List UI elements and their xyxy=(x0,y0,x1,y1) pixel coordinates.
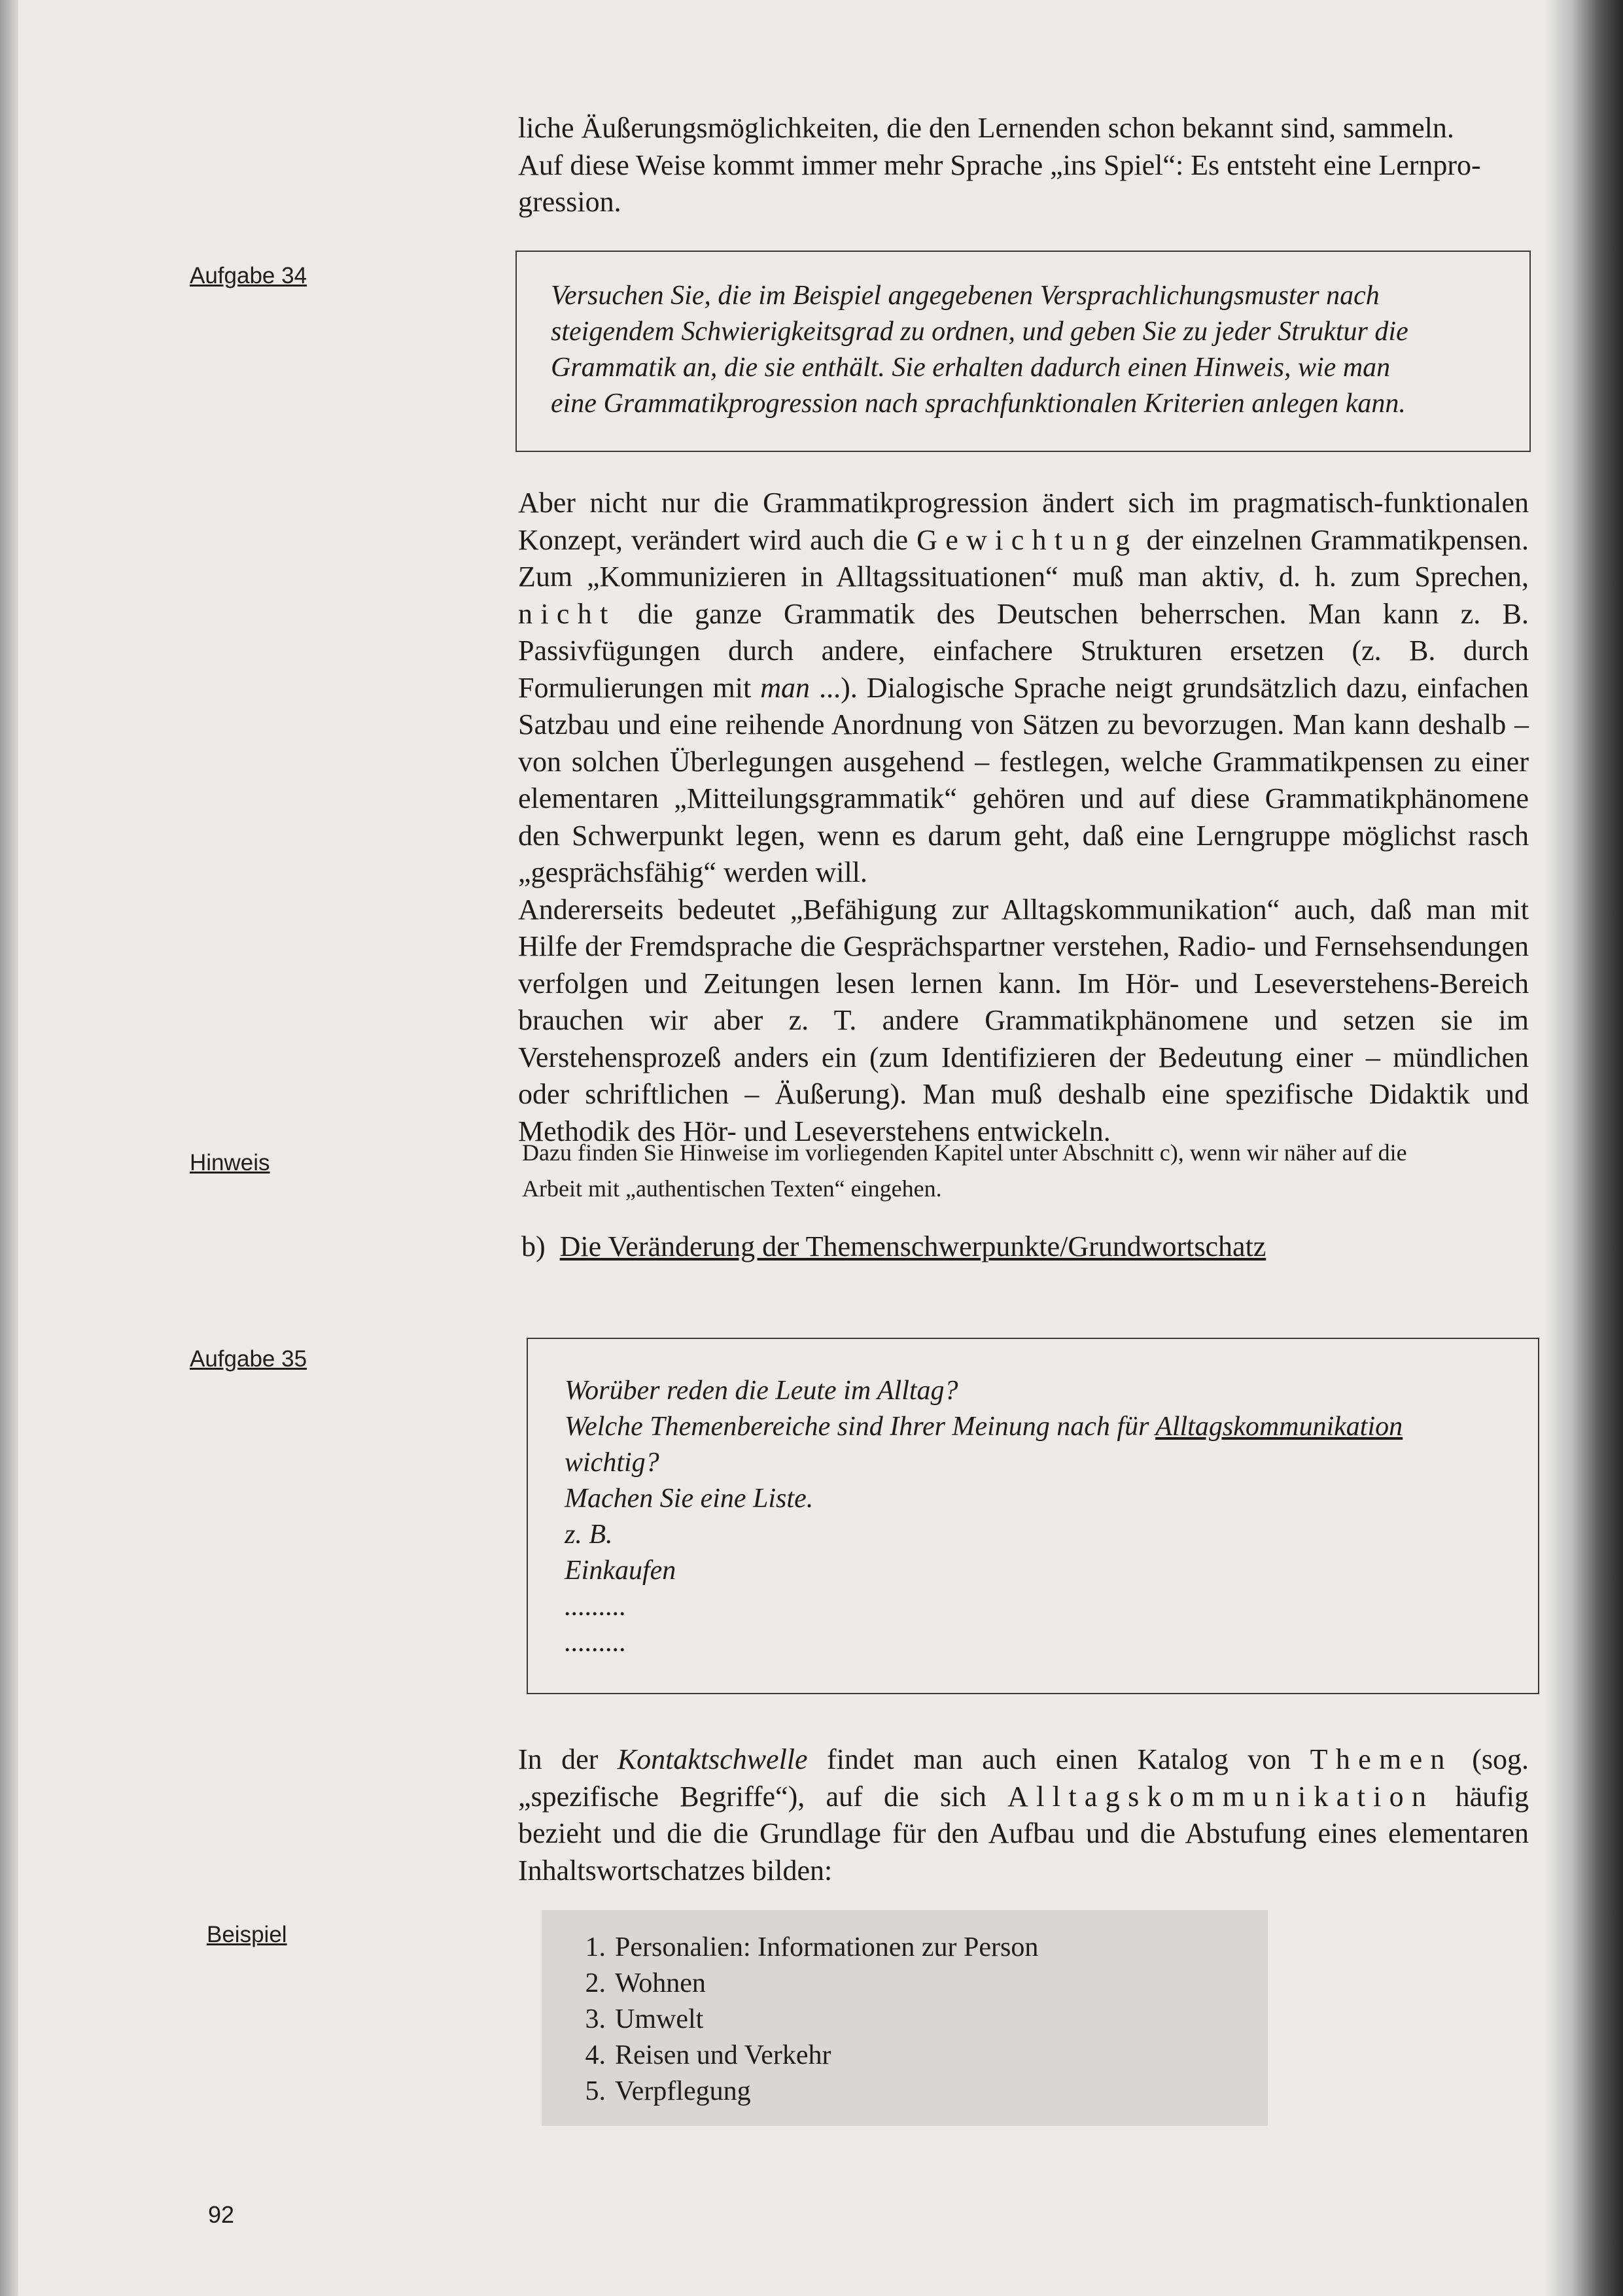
text-line: Auf diese Weise kommt immer mehr Sprache „ins Spiel“: Es entsteht eine Lernpro- xyxy=(518,148,1481,181)
task34-line: Grammatik an, die sie enthält. Sie erhalten dadurch einen Hinweis, wie man xyxy=(551,353,1391,383)
spaced-emphasis: Themen xyxy=(1310,1743,1453,1775)
text-line: gression. xyxy=(518,186,621,218)
task35-line: Worüber reden die Leute im Alltag? xyxy=(565,1376,958,1406)
list-item: 2. Wohnen xyxy=(585,1968,706,1998)
task35-line: ......... xyxy=(565,1627,627,1658)
topic-list xyxy=(567,1930,1038,2110)
list-item: 1. Personalien: Informationen zur Person xyxy=(585,1932,1039,1962)
italic-term: man xyxy=(760,671,811,704)
task35-line: ......... xyxy=(565,1592,627,1622)
beispiel-label: Beispiel xyxy=(207,1922,287,1947)
task35-line: Machen Sie eine Liste. xyxy=(565,1484,814,1514)
note-line: Dazu finden Sie Hinweise im vorliegenden Kapitel unter Abschnitt c), wenn wir näher auf die xyxy=(522,1139,1407,1166)
spaced-emphasis: Alltagskommunikation xyxy=(1007,1780,1435,1813)
task35-line: z. B. xyxy=(565,1520,613,1550)
spaced-emphasis: Gewichtung xyxy=(916,523,1138,556)
task35-label: Aufgabe 35 xyxy=(190,1346,307,1372)
section-title: Die Veränderung der Themenschwerpunkte/Grundwortschatz xyxy=(559,1230,1266,1262)
page-number: 92 xyxy=(208,2201,235,2228)
example-list-box xyxy=(542,1910,1268,2126)
list-item: 3. Umwelt xyxy=(585,2004,704,2034)
book-spine-shadow xyxy=(1544,0,1623,2296)
underlined-term: Alltagskommunikation xyxy=(1155,1412,1403,1442)
task35-line: wichtig? xyxy=(565,1448,659,1478)
task35-box xyxy=(527,1338,1539,1694)
note-line: Arbeit mit „authentischen Texten“ eingehen. xyxy=(522,1175,942,1202)
task35-line: Einkaufen xyxy=(565,1556,676,1586)
task34-box xyxy=(515,251,1531,452)
spaced-emphasis: nicht xyxy=(518,597,616,630)
hinweis-label: Hinweis xyxy=(190,1150,270,1175)
task34-line: Versuchen Sie, die im Beispiel angegebenen Versprachlichungsmuster nach xyxy=(551,281,1380,311)
paragraph-grammar-weighting: Aber nicht nur die Grammatikprogression ändert sich im pragmatisch-funktionalen Konzept, verändert wird auch die Gewichtung der einzelnen Grammatikpensen. Zum „Kommunizieren in Alltagssituationen“ muß man aktiv, d. h. zum Sprechen, nicht die ganze Grammatik des Deutschen beherrschen. Man kann z. B. Passivfügungen durch andere, einfachere Strukturen ersetzen (z. B. durch Formulierungen mit man ...). Dialogische Sprache neigt grundsätzlich dazu, einfachen Satzbau und eine reihende Anordnung von Sätzen zu bevorzugen. Man kann deshalb – von solchen Überlegungen ausgehend – festlegen, welche Grammatikpensen zu einer elementaren „Mitteilungsgrammatik“ gehören und auf diese Grammatikphänomene den Schwerpunkt legen, wenn es darum geht, daß eine Lerngruppe möglichst rasch „gesprächsfähig“ werden will. xyxy=(518,487,1529,888)
top-paragraph xyxy=(518,110,1529,221)
main-text xyxy=(518,485,1529,1150)
list-item: 5. Verpflegung xyxy=(585,2076,751,2106)
task35-line: Welche Themenbereiche sind Ihrer Meinung nach für Alltagskommunikation xyxy=(565,1412,1403,1442)
italic-term: Kontaktschwelle xyxy=(617,1743,808,1775)
hinweis-note xyxy=(522,1135,1529,1207)
section-heading: b) Die Veränderung der Themenschwerpunkte/Grundwortschatz xyxy=(521,1230,1266,1262)
task34-line: eine Grammatikprogression nach sprachfunktionalen Kriterien anlegen kann. xyxy=(551,389,1406,419)
kontakt-paragraph: In der Kontaktschwelle findet man auch einen Katalog von Themen (sog. „spezifische Begriffe“), auf die sich Alltagskommunikation häufig bezieht und die die Grundlage für den Aufbau und die Abstufung eines elementaren Inhaltswortschatzes bilden: xyxy=(518,1743,1529,1887)
list-item: 4. Reisen und Verkehr xyxy=(585,2040,831,2070)
text-line: liche Äußerungsmöglichkeiten, die den Lernenden schon bekannt sind, sammeln. xyxy=(518,112,1454,144)
task34-line: steigendem Schwierigkeitsgrad zu ordnen, und geben Sie zu jeder Struktur die xyxy=(551,317,1408,347)
paragraph-comprehension: Andererseits bedeutet „Befähigung zur Alltagskommunikation“ auch, daß man mit Hilfe der Fremdsprache die Gesprächspartner verstehen, Radio- und Fernsehsendungen verfolgen und Zeitungen lesen lernen kann. Im Hör- und Leseverstehens-Bereich brauchen wir aber z. T. andere Grammatikphänomene und setzen sie im Verstehensprozeß anders ein (zum Identifizieren der Bedeutung einer – mündlichen oder schriftlichen – Äußerung). Man muß deshalb eine spezifische Didaktik und Methodik des Hör- und Leseverstehens entwickeln. xyxy=(518,893,1529,1147)
task34-label: Aufgabe 34 xyxy=(190,263,307,288)
